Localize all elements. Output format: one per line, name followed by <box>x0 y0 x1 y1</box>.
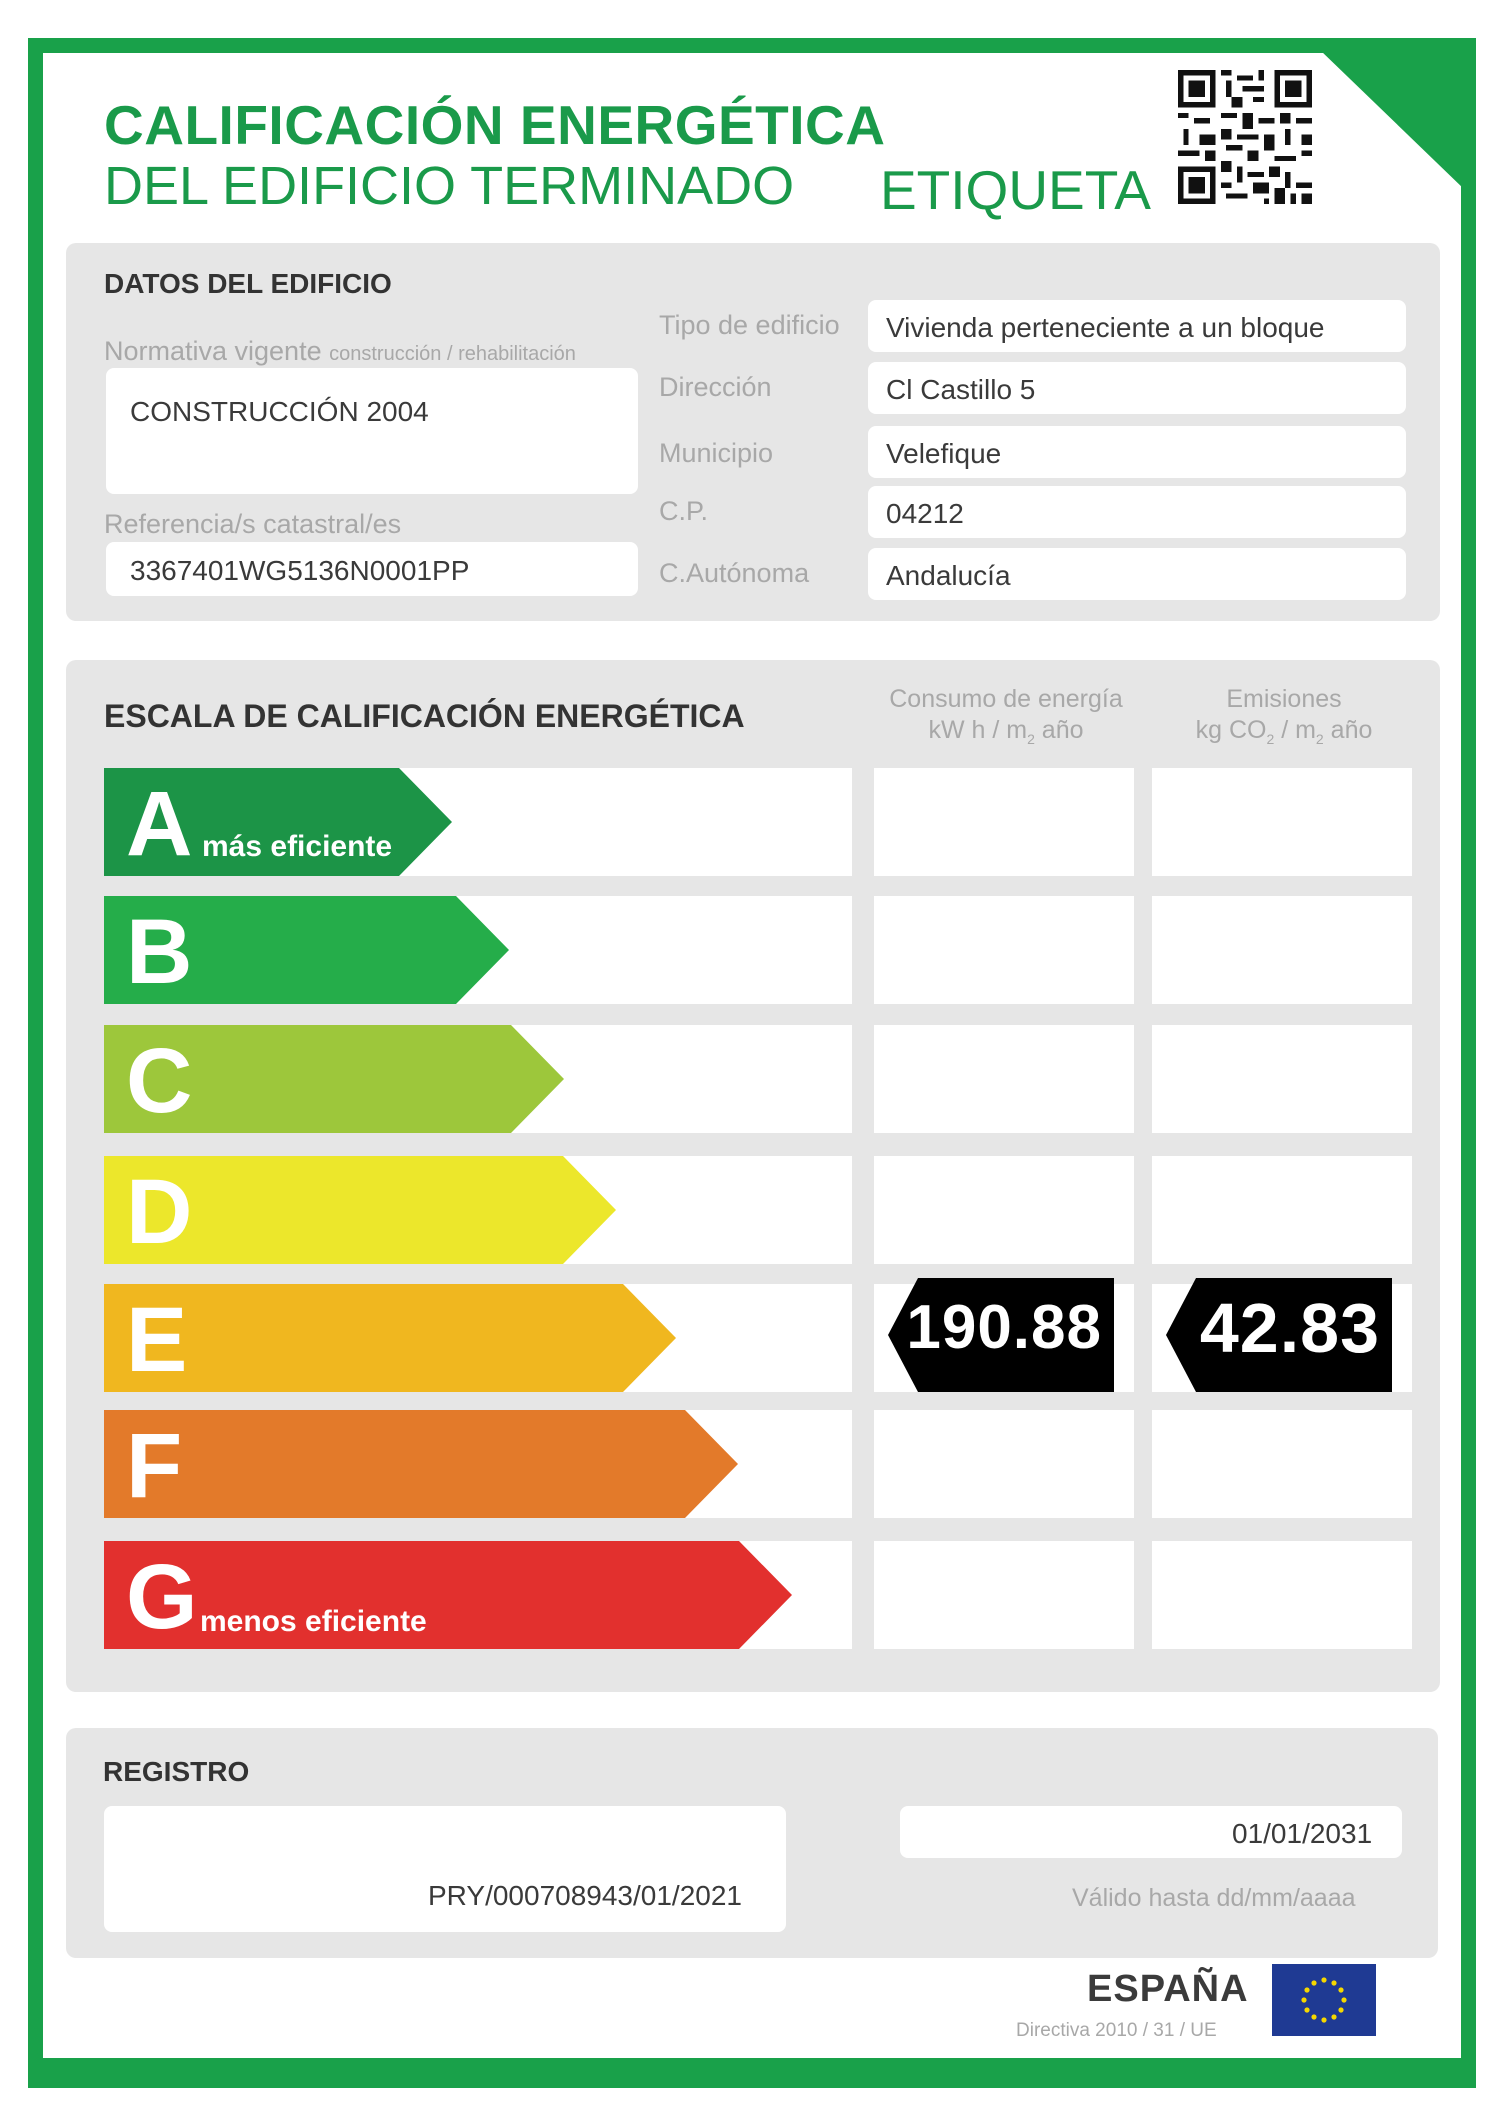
emisiones-rating-tag <box>1166 1278 1392 1392</box>
tipo-edificio-label: Tipo de edificio <box>659 310 840 340</box>
row-d-emisiones-cell <box>1152 1156 1412 1264</box>
etiqueta-label: ETIQUETA <box>880 159 1151 221</box>
country-label: ESPAÑA <box>1087 1968 1249 2010</box>
class-d-arrow <box>104 1156 616 1264</box>
class-f-arrow <box>104 1410 738 1518</box>
consumo-rating-tag <box>888 1278 1114 1392</box>
municipio-label: Municipio <box>659 438 774 468</box>
energy-scale-heading: ESCALA DE CALIFICACIÓN ENERGÉTICA <box>104 698 745 734</box>
row-a-consumo-cell <box>874 768 1134 876</box>
class-b-arrow <box>104 896 509 1004</box>
title-line2: DEL EDIFICIO TERMINADO <box>104 156 795 216</box>
emisiones-column-header: Emisiones kg $CO_2 / m_2$ año <box>1195 685 1373 747</box>
autonoma-label: C.Autónoma <box>659 558 810 588</box>
class-b-letter: B <box>126 901 193 1003</box>
eu-flag-icon <box>1272 1964 1376 2036</box>
tipo-edificio-value: Vivienda perteneciente a un bloque <box>886 312 1325 343</box>
class-g-letter: G <box>126 1546 198 1648</box>
row-g-emisiones-cell <box>1152 1541 1412 1649</box>
direccion-label: Dirección <box>659 372 772 402</box>
row-a-emisiones-cell <box>1152 768 1412 876</box>
class-e-arrow <box>104 1284 676 1392</box>
row-g-consumo-cell <box>874 1541 1134 1649</box>
normativa-label: Normativa vigente construcción / rehabilitación <box>104 336 576 366</box>
registro-heading: REGISTRO <box>103 1756 250 1787</box>
valid-date: 01/01/2031 <box>1232 1818 1373 1849</box>
normativa-box <box>106 368 638 494</box>
row-b-emisiones-cell <box>1152 896 1412 1004</box>
row-d-consumo-cell <box>874 1156 1134 1264</box>
class-a-arrow <box>104 768 452 876</box>
row-f-emisiones-cell <box>1152 1410 1412 1518</box>
registro-number-box <box>104 1806 786 1932</box>
consumo-column-header: Consumo de energía kW h / $m_2$ año <box>889 685 1123 747</box>
qr-code-icon <box>1178 70 1312 204</box>
consumo-value: 190.88 <box>906 1293 1102 1362</box>
catastral-value: 3367401WG5136N0001PP <box>130 555 470 586</box>
class-g-arrow <box>104 1541 792 1649</box>
registro-number: PRY/000708943/01/2021 <box>428 1880 742 1911</box>
corner-fold-decoration <box>1320 50 1465 190</box>
class-a-letter: A <box>126 773 193 875</box>
autonoma-value: Andalucía <box>886 560 1011 591</box>
direccion-value: Cl Castillo 5 <box>886 374 1036 405</box>
cp-label: C.P. <box>659 496 709 526</box>
class-a-subtitle: más eficiente <box>202 830 393 863</box>
class-e-letter: E <box>126 1289 188 1391</box>
title-line1: CALIFICACIÓN ENERGÉTICA <box>104 94 886 156</box>
class-f-letter: F <box>126 1415 183 1517</box>
cp-value: 04212 <box>886 498 964 529</box>
class-g-subtitle: menos eficiente <box>200 1605 427 1638</box>
class-c-arrow <box>104 1025 564 1133</box>
emisiones-value: 42.83 <box>1199 1289 1380 1367</box>
normativa-value: CONSTRUCCIÓN 2004 <box>130 396 429 427</box>
valid-date-label: Válido hasta dd/mm/aaaa <box>1072 1884 1356 1912</box>
row-b-consumo-cell <box>874 896 1134 1004</box>
directive-label: Directiva 2010 / 31 / UE <box>1016 2020 1217 2041</box>
class-d-letter: D <box>126 1161 193 1263</box>
municipio-value: Velefique <box>886 438 1002 469</box>
building-data-heading: DATOS DEL EDIFICIO <box>104 268 392 299</box>
row-c-consumo-cell <box>874 1025 1134 1133</box>
catastral-label: Referencia/s catastral/es <box>104 509 402 539</box>
row-c-emisiones-cell <box>1152 1025 1412 1133</box>
row-f-consumo-cell <box>874 1410 1134 1518</box>
class-c-letter: C <box>126 1030 193 1132</box>
